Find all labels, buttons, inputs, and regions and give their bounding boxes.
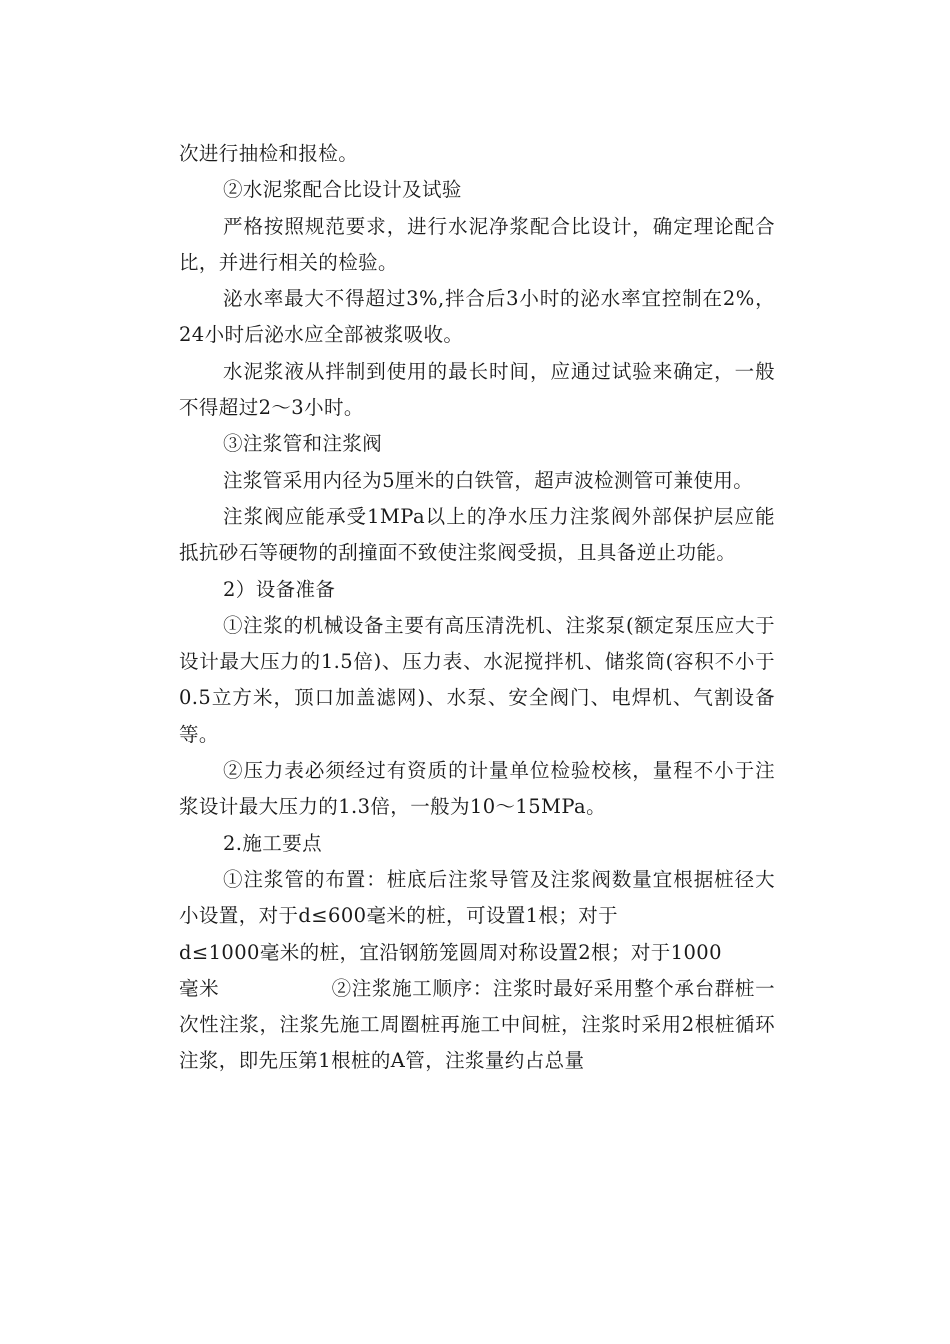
heading-construction-points: 2.施工要点 (223, 831, 323, 855)
heading-cement-mix-design: ②水泥浆配合比设计及试验 (223, 178, 462, 202)
paragraph-bleeding-rate: 泌水率最大不得超过3%,拌合后3小时的泌水率宜控制在2%，24小时后泌水应全部被浆吸收。 (179, 287, 775, 347)
paragraph-grouting-sequence (179, 971, 775, 1080)
paragraph-mix-design: 严格按照规范要求，进行水泥净浆配合比设计，确定理论配合比，并进行相关的检验。 (179, 214, 775, 274)
heading-equipment-preparation: 2）设备准备 (223, 577, 336, 601)
text-fragment-sequence: ②注浆施工顺序：注浆时最好采用整个承台群桩一次性注浆，注浆先施工周圈桩再施工中间桩，注浆时采用2根桩循环注浆，即先压第1根桩的A管，注浆量约占总量 (179, 976, 775, 1073)
paragraph-pressure-gauge: ②压力表必须经过有资质的计量单位检验校核，量程不小于注浆设计最大压力的1.3倍，一般为10～15MPa。 (179, 759, 775, 819)
paragraph-continuation: 次进行抽检和报检。 (179, 142, 359, 165)
paragraph-slurry-time: 水泥浆液从拌制到使用的最长时间，应通过试验来确定，一般不得超过2～3小时。 (179, 359, 775, 420)
paragraph-grout-pipe: 注浆管采用内径为5厘米的白铁管，超声波检测管可兼使用。 (223, 468, 754, 492)
document-body (179, 136, 775, 1080)
text-fragment-unit: 毫米 (179, 976, 220, 1000)
paragraph-grout-valve: 注浆阀应能承受1MPa以上的净水压力注浆阀外部保护层应能抵抗砂石等硬物的刮撞面不致使注浆阀受损，且具备逆止功能。 (179, 504, 775, 565)
paragraph-pipe-layout: ①注浆管的布置：桩底后注浆导管及注浆阀数量宜根据桩径大小设置，对于d≤600毫米的桩，可设置1根；对于 (179, 867, 775, 928)
heading-grout-pipe-valve: ③注浆管和注浆阀 (223, 432, 383, 456)
paragraph-equipment-list: ①注浆的机械设备主要有高压清洗机、注浆泵(额定泵压应大于设计最大压力的1.5倍)、压力表、水泥搅拌机、储浆筒(容积不小于0.5立方米，顶口加盖滤网)、水泵、安全阀门、电焊机、气割设备等。 (179, 613, 775, 746)
paragraph-pipe-layout-cont: d≤1000毫米的桩，宜沿钢筋笼圆周对称设置2根；对于1000 (179, 940, 722, 964)
